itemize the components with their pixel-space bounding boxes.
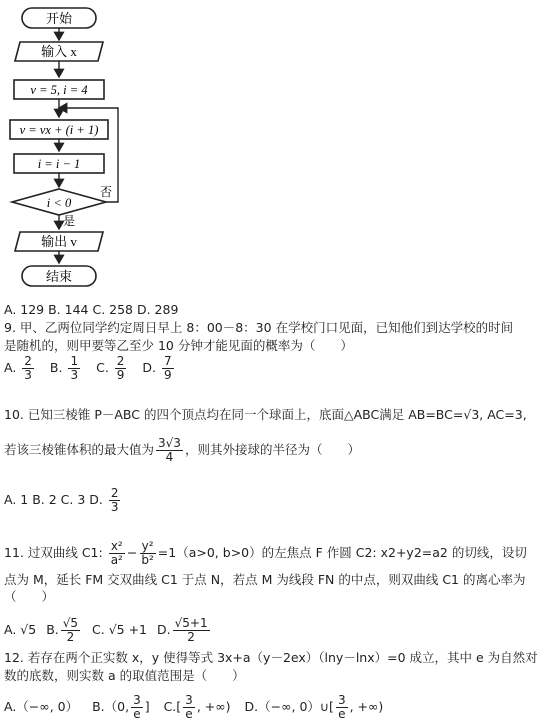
q10-line1: 10. 已知三棱锥 P－ABC 的四个顶点均在同一个球面上，底面△ABC满足 AB=BC=√3, AC=3, xyxy=(4,407,527,422)
q8-options: A. 129 B. 144 C. 258 D. 289 xyxy=(4,302,179,317)
q11-d-den: 2 xyxy=(187,630,195,644)
q11-frac2-den: b² xyxy=(141,553,154,567)
q10-opts-text: A. 1 B. 2 C. 3 D. xyxy=(4,492,103,507)
q11-frac1-num: x² xyxy=(110,539,123,553)
q12-option-c: C. xyxy=(163,699,177,714)
q11-frac-x xyxy=(109,540,125,567)
q9-option-d xyxy=(142,354,175,382)
q10-d-fraction xyxy=(109,487,121,514)
input-label: 输入 x xyxy=(41,44,77,59)
q9-d-den: 9 xyxy=(164,368,172,382)
q10-line2-post: ，则其外接球的半径为（ ） xyxy=(184,442,360,457)
q9-d-fraction xyxy=(162,355,174,382)
q10-vol-den: 4 xyxy=(165,450,174,464)
q11-option-c: C. √5 +1 xyxy=(92,622,148,637)
q9-c-den: 9 xyxy=(116,368,125,382)
q11-line1 xyxy=(4,540,527,567)
q10-vol-num: 3√3 xyxy=(158,436,181,450)
q12-c-num: 3 xyxy=(185,693,193,707)
q11-b-fraction xyxy=(61,617,80,644)
q10-line2 xyxy=(4,437,360,464)
flowchart xyxy=(0,0,130,300)
q10-line2-pre: 若该三棱锥体积的最大值为 xyxy=(4,442,155,457)
q11-frac2-num: y² xyxy=(141,539,154,553)
q12-option-d: D.（−∞, 0）∪[ xyxy=(244,699,334,714)
q9-d-num: 7 xyxy=(164,354,172,368)
q10-d-den: 3 xyxy=(110,500,119,514)
q12-b-den: e xyxy=(133,707,141,721)
q11-b-den: 2 xyxy=(66,630,75,644)
q12-b-close: ] xyxy=(144,699,150,714)
q11-frac-y xyxy=(139,540,155,567)
q11-frac1-den: a² xyxy=(110,553,123,567)
q12-c-open: [ xyxy=(176,699,182,714)
q9-c-label: C. xyxy=(96,360,109,375)
q11-line2: 点为 M，延长 FM 交双曲线 C1 于点 N，若点 M 为线段 FN 的中点，则双曲线 C1 的离心率为 xyxy=(4,572,526,587)
q11-d-num: √5+1 xyxy=(174,616,208,630)
q12-c-fraction xyxy=(183,694,195,721)
q9-a-num: 2 xyxy=(24,354,32,368)
q9-b-fraction xyxy=(68,355,80,382)
q9-b-label: B. xyxy=(49,360,63,375)
q12-option-b: B.（0, xyxy=(92,699,130,714)
q12-line2: 数的底数，则实数 a 的取值范围是（ ） xyxy=(4,668,245,683)
no-label: 否 xyxy=(100,185,113,199)
q12-c-den: e xyxy=(185,707,193,721)
start-label: 开始 xyxy=(45,11,73,26)
q10-d-num: 2 xyxy=(110,486,119,500)
yes-label: 是 xyxy=(63,214,76,228)
q11-b-num: √5 xyxy=(62,616,79,630)
q9-line2: 是随机的，则甲要等乙至少 10 分钟才能见面的概率为（ ） xyxy=(4,338,353,353)
q12-d-close: , +∞) xyxy=(349,699,384,714)
q11-minus: − xyxy=(126,545,138,560)
q9-c-num: 2 xyxy=(116,354,125,368)
q12-d-den: e xyxy=(338,707,346,721)
end-label: 结束 xyxy=(45,269,73,284)
q9-b-num: 1 xyxy=(70,354,79,368)
q12-line1: 12. 若存在两个正实数 x，y 使得等式 3x+a（y－2ex）（lny－lnx）=0 成立，其中 e 为自然对 xyxy=(4,650,538,665)
q9-a-label: A. xyxy=(4,360,17,375)
q9-b-den: 3 xyxy=(70,368,79,382)
q9-option-b xyxy=(49,354,86,382)
q12-options xyxy=(4,694,383,721)
output-label: 输出 v xyxy=(41,234,77,249)
q11-option-d: D. xyxy=(157,622,171,637)
q11-options xyxy=(4,617,212,644)
q9-option-a xyxy=(4,354,40,382)
q9-option-c xyxy=(96,354,132,382)
q9-line1: 9. 甲、乙两位同学约定周日早上 8：00－8：30 在学校门口见面，已知他们到达学校的时间 xyxy=(4,320,514,335)
q9-a-fraction xyxy=(22,355,34,382)
q10-volume-fraction xyxy=(156,437,183,464)
decision-label: i < 0 xyxy=(46,196,72,210)
init-label: v = 5, i = 4 xyxy=(30,83,88,97)
q11-line1-pre: 11. 过双曲线 C1: xyxy=(4,545,103,560)
q12-option-a: A.（−∞, 0） xyxy=(4,699,79,714)
q11-option-b: B. xyxy=(46,622,59,637)
q9-d-label: D. xyxy=(142,360,157,375)
q11-line1-post: =1（a>0, b>0）的左焦点 F 作圆 C2: x2+y2=a2 的切线，设切 xyxy=(157,545,527,560)
q9-options xyxy=(4,355,176,382)
q12-b-fraction xyxy=(131,694,143,721)
q9-c-fraction xyxy=(115,355,127,382)
q11-option-a: A. √5 xyxy=(4,622,37,637)
q12-d-num: 3 xyxy=(337,693,346,707)
q11-d-fraction xyxy=(173,617,210,644)
q11-line3: （ ） xyxy=(4,589,55,604)
q10-options xyxy=(4,487,122,514)
q12-b-num: 3 xyxy=(133,693,141,707)
update-i-label: i = i − 1 xyxy=(37,157,81,171)
update-v-label: v = vx + (i + 1) xyxy=(19,123,99,137)
q9-a-den: 3 xyxy=(24,368,32,382)
q12-c-close: , +∞) xyxy=(196,699,231,714)
q12-d-fraction xyxy=(336,694,348,721)
